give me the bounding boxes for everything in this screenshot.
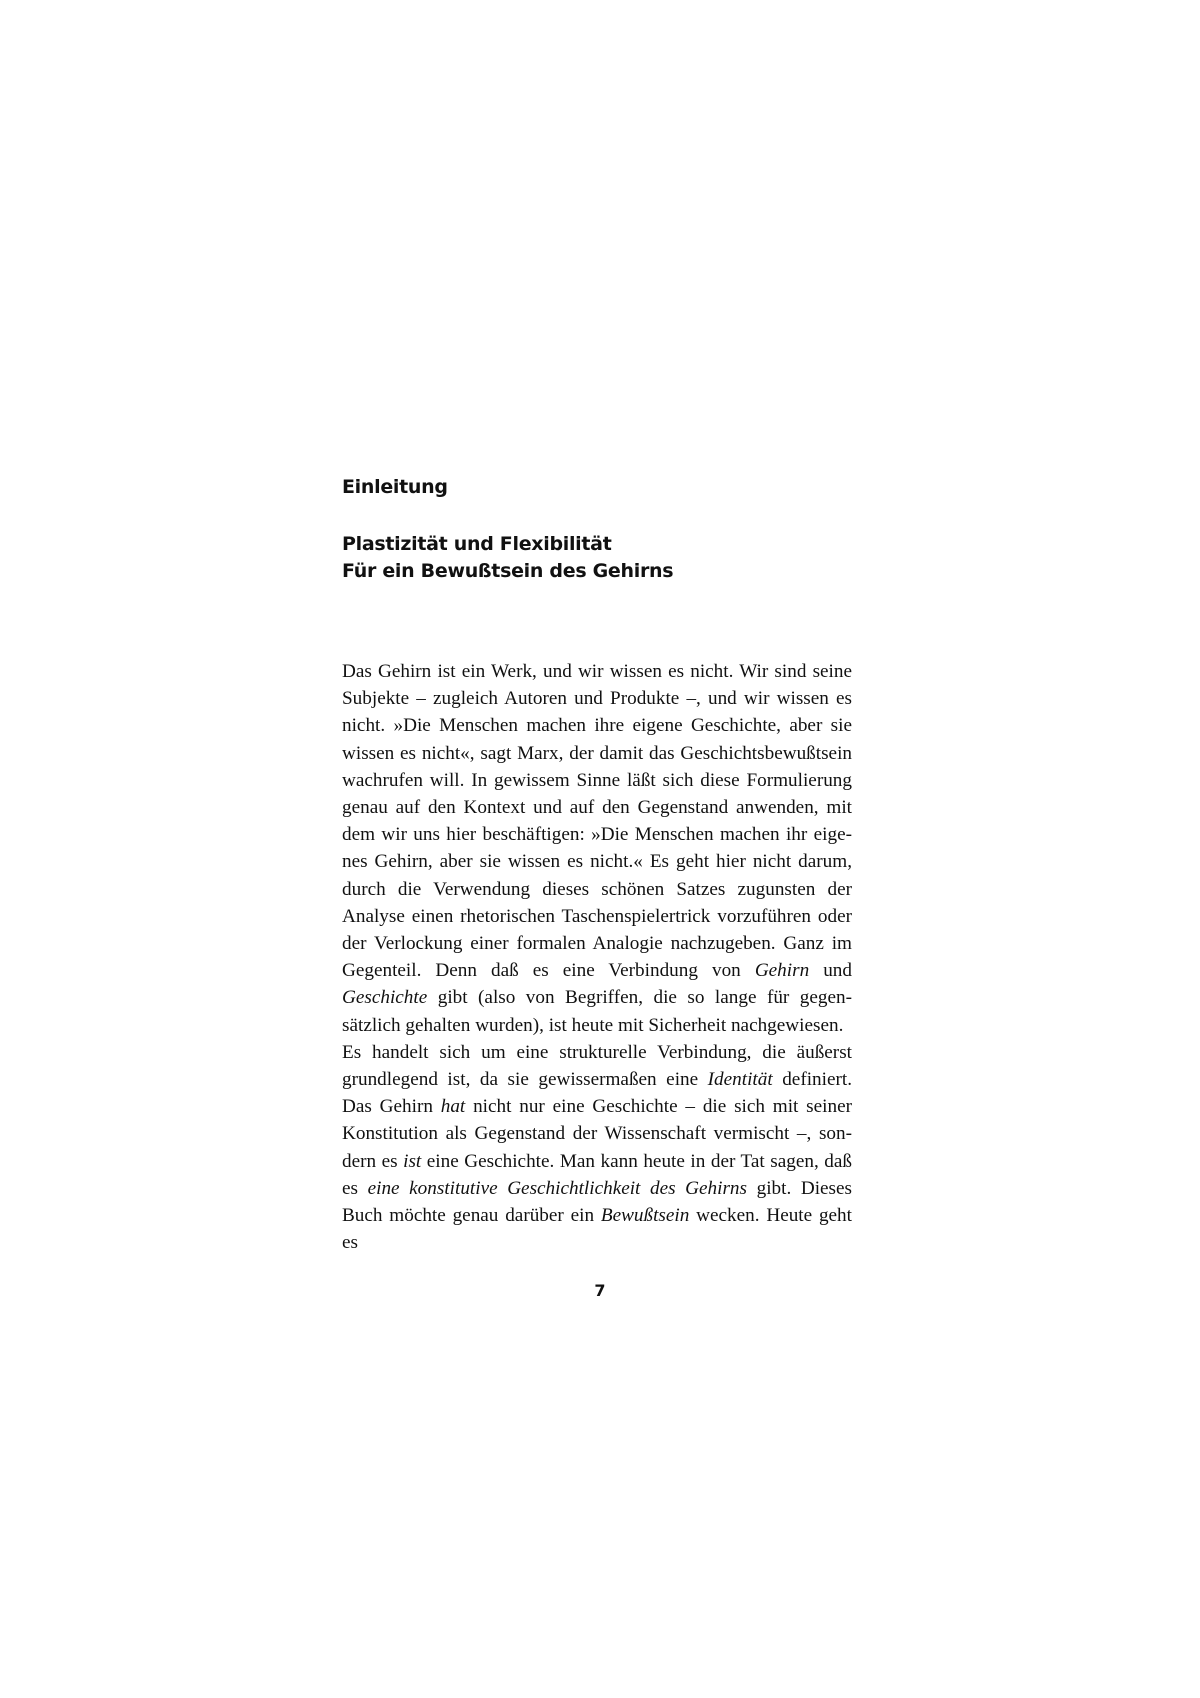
chapter-label: Einleitung xyxy=(342,476,448,498)
emphasis-geschichte: Geschichte xyxy=(342,987,428,1009)
emphasis-identitaet: Identität xyxy=(707,1069,773,1091)
page-number: 7 xyxy=(594,1281,606,1300)
paragraph-1-text: Das Gehirn ist ein Werk, und wir wissen es nicht. Wir sind seine Subjekte – zugleich Autoren und Produkte –, und wir wissen es nicht. »Die Menschen machen ihre eigene Geschichte, aber sie wissen es nicht«, sagt Marx, der damit das Geschichtsbewußtsein wachrufen will. In gewissem Sinne läßt sich diese Formulierung genau auf den Kontext und auf den Gegenstand anwenden, mit dem wir uns hier beschäftigen: »Die Menschen machen ihr eigenes Gehirn, aber sie wissen es nicht.« Es geht hier nicht darum, durch die Verwendung dieses schönen Satzes zugunsten der Analyse einen rhetorischen Taschenspielertrick vorzuführen oder der Verlockung einer formalen Analogie nachzugeben. Ganz im Gegenteil. Denn daß es eine Verbindung von xyxy=(342,661,852,982)
paragraph-2-part-d: eine Geschichte. Man kann heute in der Tat sagen, daß es xyxy=(342,1150,852,1199)
paragraph-2 xyxy=(342,1039,852,1257)
paragraph-2-part-b: definiert. Das Gehirn xyxy=(342,1069,853,1118)
title-line-2: Für ein Bewußtsein des Gehirns xyxy=(342,560,674,582)
emphasis-ist: ist xyxy=(403,1150,422,1172)
paragraph-2-part-c: nicht nur eine Geschichte – die sich mit seiner Konstitution als Gegenstand der Wissenschaft vermischt –, sondern es xyxy=(342,1096,852,1172)
paragraph-2-part-f: wecken. Heute geht es xyxy=(342,1205,852,1254)
paragraph-1 xyxy=(342,658,852,1039)
emphasis-geschichtlichkeit: eine konstitutive Geschichtlichkeit des Gehirns xyxy=(367,1177,747,1199)
paragraph-2-part-a: Es handelt sich um eine strukturelle Verbindung, die äußerst grundlegend ist, da sie gewissermaßen eine xyxy=(342,1041,852,1091)
emphasis-hat: hat xyxy=(440,1096,466,1118)
chapter-title xyxy=(342,531,673,585)
paragraph-1-end: gibt (also von Begriffen, die so lange für gegensätzlich gehalten wurden), ist heute mit Sicherheit nachgewiesen. xyxy=(342,987,852,1036)
emphasis-bewusstsein: Bewußtsein xyxy=(600,1205,690,1227)
paragraph-1-connector: und xyxy=(809,960,852,982)
emphasis-gehirn: Gehirn xyxy=(754,960,810,982)
title-line-1: Plastizität und Flexibilität xyxy=(342,533,612,555)
paragraph-2-part-e: gibt. Dieses Buch möchte genau darüber ein xyxy=(342,1177,853,1227)
body-text xyxy=(342,658,852,1256)
